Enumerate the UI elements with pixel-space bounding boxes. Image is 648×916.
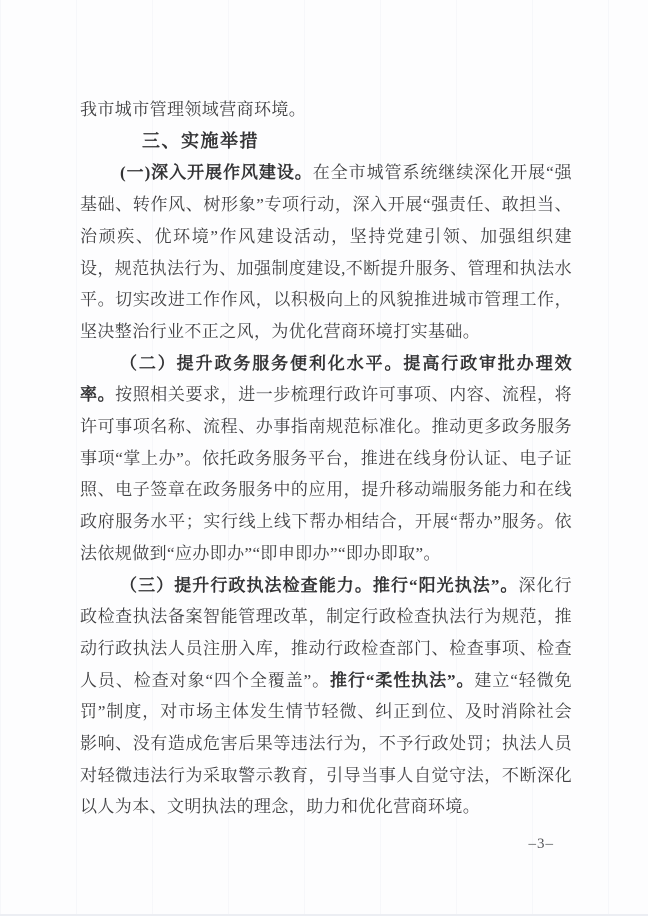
paragraph-text: 深化行政检查执法备案智能管理改革，制定行政检查执法行为规范，推动行政执法人员注册入库，推动行政检查部门、检查事项、检查人员、检查对象“四个全覆盖”。 [80, 575, 572, 690]
paragraph-lead: (一)深入开展作风建设。 [120, 163, 313, 183]
paragraph-continuation-line: 我市城市管理领域营商环境。 [80, 100, 307, 119]
section-heading: 三、实施举措 [142, 130, 259, 151]
paragraph-lead: （三）提升行政执法检查能力。推行“阳光执法”。 [120, 575, 519, 595]
paragraph [80, 570, 572, 824]
paragraph-text: 按照相关要求，进一步梳理行政许可事项、内容、流程，将许可事项名称、流程、办事指南规范标准化。推动更多政务服务事项“掌上办”。依托政务服务平台，推进在线身份认证、电子证照、电子签章在政务服务中的应用，提升移动端服务能力和在线政府服务水平；实行线上线下帮办相结合，开展“帮办”服务。依法依规做到“应办即办”“即申即办”“即办即取”。 [80, 385, 572, 563]
paragraph [80, 348, 572, 570]
document-body [80, 94, 572, 823]
paragraph-text: 建立“轻微免罚”制度，对市场主体发生情节轻微、纠正到位、及时消除社会影响、没有造成危害后果等违法行为，不予行政处罚；执法人员对轻微违法行为采取警示教育，引导当事人自觉守法，不断深化以人为本、文明执法的理念，助力和优化营商环境。 [80, 670, 572, 817]
paragraph-lead: （二）提升政务服务便利化水平。提高行政审批办理效率。 [80, 353, 572, 405]
page-number: –3– [528, 836, 554, 852]
paragraph-text: 在全市城管系统继续深化开展“强基础、转作风、树形象”专项行动，深入开展“强责任、敢担当、治顽疾、优环境”作风建设活动，坚持党建引领、加强组织建设，规范执法行为、加强制度建设,不断提升服务、管理和执法水平。切实改进工作作风，以积极向上的风貌推进城市管理工作，坚决整治行业不正之风，为优化营商环境打实基础。 [80, 163, 573, 341]
paragraph [80, 157, 572, 347]
paragraph-lead: 推行“柔性执法”。 [330, 670, 475, 690]
